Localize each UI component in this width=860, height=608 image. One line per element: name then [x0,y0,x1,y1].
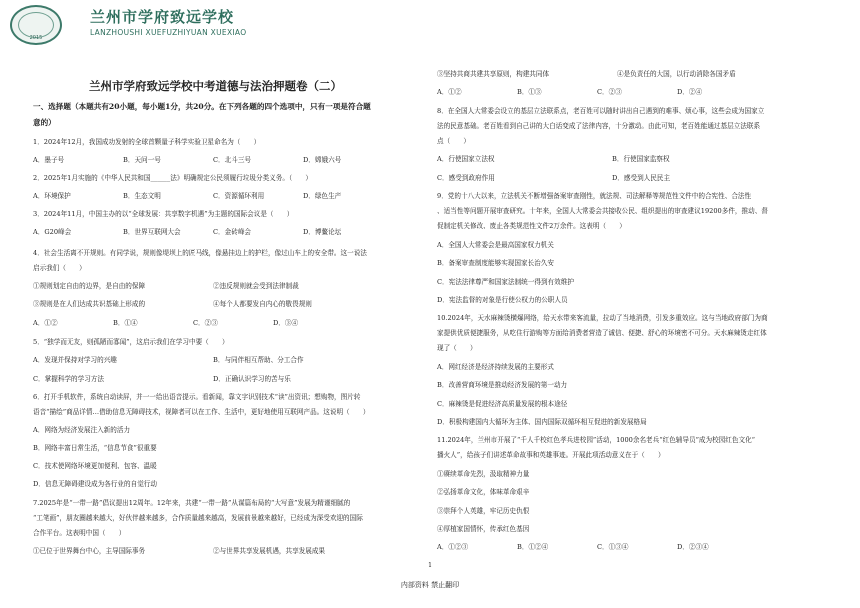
q7-option-a: A．①② [437,88,462,96]
question-8-cont-2: 点（ ） [437,137,470,145]
q11-option-c: C．①③④ [597,543,629,551]
section-heading: 一、选择题（本题共有20小题，每小题1分，共20分。在下列各题的四个选项中，只有一项是符合题 [33,102,371,111]
q9-option-b: B．备案审查制度能够实现国家长治久安 [437,259,554,267]
q11-statement-4: ④厚植家国情怀，传承红色基因 [437,525,530,533]
q7-statement-1: ①已位于世界舞台中心，主导国际事务 [33,547,146,555]
section-heading-cont: 意的） [33,118,56,127]
question-9: 9．党的十八大以来，立法机关不断增强备案审查刚性，就法规、司法解释等规范性文件中的合宪性、合法性 [437,192,752,200]
q7-option-d: D．②④ [677,88,703,96]
q2-option-a: A．环境保护 [33,192,71,200]
q3-option-c: C．金砖峰会 [213,228,252,236]
q6-option-c: C．技术使网络环境更加便利、包容、温暖 [33,462,157,470]
q3-option-b: B．世界互联网大会 [123,228,181,236]
question-9-cont-1: 、适当性等问题开展审查研究。十年来，全国人大常委会共接收公民、组织提出的审查建议19200多件，推动、督 [437,207,768,215]
q1-option-c: C．北斗三号 [213,156,252,164]
question-3: 3．2024年11月，中国主办的以“全球发展：共享数字机遇”为主题的国际会议是（ ） [33,210,294,218]
question-6-cont: 语音“描绘”商品详情…借助信息无障碍技术，视障者可以在工作、生活中，更好地使用互联网产品。这说明（ ） [33,408,370,416]
question-5: 5．“独学而无友，则孤陋而寡闻”，这启示我们在学习中要（ ） [33,338,229,346]
q11-option-a: A．①②③ [437,543,469,551]
q9-option-a: A．全国人大常委会是最高国家权力机关 [437,241,554,249]
q1-option-b: B．天问一号 [123,156,161,164]
q10-option-c: C．麻辣烫是促进经济高质量发展的根本途径 [437,400,568,408]
q1-option-d: D．嫦娥六号 [303,156,342,164]
question-4-cont: 启示我们（ ） [33,264,86,272]
q8-option-c: C．感受到政府作用 [437,174,495,182]
q7-option-b: B．①③ [517,88,542,96]
q9-option-d: D．宪法监督的对象是行使公权力的公职人员 [437,296,568,304]
q5-option-b: B．与同伴相互帮助、分工合作 [213,356,304,364]
q8-option-b: B．行使国家监察权 [612,155,670,163]
q4-option-d: D．③④ [273,319,299,327]
q10-option-d: D．积极构建国内大循环为主体、国内国际双循环相互促进的新发展格局 [437,418,647,426]
q11-statement-3: ③崇拜个人英雄，牢记历史仇恨 [437,507,530,515]
question-1: 1．2024年12月，我国成功发射的全球首颗量子科学实验卫星命名为（ ） [33,138,261,146]
q8-option-d: D．感受到人民民主 [612,174,671,182]
q4-statement-3: ③规则是在人们达成共识基础上形成的 [33,300,146,308]
question-11: 11.2024年，兰州市开展了“千人千校红色孝兵进校园”活动，1000余名老兵“红色辅导员”成为校园红色文化“ [437,436,756,444]
q3-option-a: A．G20峰会 [33,228,72,236]
q4-option-c: C．②③ [193,319,218,327]
page-header [0,0,860,52]
question-4: 4．社会生活离不开规则。有同学说，规则像堤坝上的匠马线，像悬挂边上的护栏，像过山车上的安全带。这一说法 [33,249,367,257]
q7-statement-2: ②与世界共享发展机遇，共享发展成果 [213,547,326,555]
q7-statement-3: ③坚持共商共建共享原则，构建共同体 [437,70,550,78]
q8-option-a: A．行使国家立法权 [437,155,495,163]
q4-option-a: A．①② [33,319,58,327]
q4-statement-4: ④每个人都要发自内心的敬畏规则 [213,300,312,308]
question-11-cont: 播火人”，给孩子们讲述革命故事和英雄事迹。开展此项活动意义在于（ ） [437,451,665,459]
q11-statement-1: ①赓续革命先烈，汲取精神力量 [437,470,530,478]
q11-statement-2: ②弘扬革命文化，体味革命艰辛 [437,488,530,496]
q10-option-a: A．网红经济是经济持续发展的主要形式 [437,363,554,371]
school-name-cn: 兰州市学府致远学校 [90,8,235,26]
question-6: 6．打开手机软件，系统自动读屏，并一一给出语音提示。看新闻，靠文字识别技术“读”出资讯；想购物，图片转 [33,393,361,401]
q1-option-a: A．墨子号 [33,156,65,164]
q6-option-d: D．信息无障碍建设成为各行业的自觉行动 [33,480,157,488]
q11-option-b: B．①②④ [517,543,549,551]
q3-option-d: D．博鳌论坛 [303,228,342,236]
q6-option-a: A．网络为经济发展注入新的活力 [33,426,131,434]
question-9-cont-2: 促制定机关修改、废止各类规范性文件2万余件。这表明（ ） [437,222,626,230]
question-7-cont-2: 合作平台。这表明中国（ ） [33,529,126,537]
q4-option-b: B．①④ [113,319,138,327]
q5-option-d: D．正确认识学习的苦与乐 [213,375,291,383]
q4-statement-1: ①规则划定自由的边界，是自由的保障 [33,282,146,290]
question-10: 10.2024年，天水麻辣烫横爆网络，给天水带来客流量，拉动了当地消费，引发多重效应。这与当地政府部门为商 [437,314,768,322]
logo-year: 2015 [29,35,43,41]
question-8-cont-1: 法的民意基础。老百姓看到自己讲的大白话变成了法律内容，十分激动。由此可知，老百姓能通过基层立法联系 [437,122,761,130]
question-8: 8．在全国人大常委会设立的基层立法联系点，老百姓可以随时讲出自己遇到的难事、烦心事，这些会成为国家立 [437,107,765,115]
q2-option-d: D．绿色生产 [303,192,342,200]
question-7-cont-1: “工笔画”，朋友圈越来越大，好伙伴越来越多，合作质量越来越高，发展前景越来越好，已经成为深受欢迎的国际 [33,514,363,522]
q7-option-c: C．②③ [597,88,622,96]
q5-option-c: C．掌握科学的学习方法 [33,375,104,383]
q2-option-c: C．资源循环利用 [213,192,265,200]
footer-note: 内部资料 禁止翻印 [400,581,460,589]
q6-option-b: B．网络丰富日常生活，“信息节食”很重要 [33,444,157,452]
paper-title: 兰州市学府致远学校中考道德与法治押题卷（二） [89,79,342,93]
school-logo [10,5,62,45]
page-number: 1 [428,562,432,569]
q2-option-b: B．生态文明 [123,192,161,200]
q9-option-c: C．宪法法律尊严和国家法制统一得到有效维护 [437,278,574,286]
question-2: 2．2025年1月实施的《中华人民共和国______法》明确规定公民须履行垃圾分类义务。（ ） [33,174,313,182]
school-name-en: LANZHOUSHI XUEFUZHIYUAN XUEXIAO [90,28,247,37]
question-10-cont-1: 家提供优质便捷服务，从吃住行游购等方面给消费者营造了诚信、便捷、舒心的环境密不可分。天水麻辣烫走红体 [437,329,767,337]
q4-statement-2: ②违反规则就会受到法律制裁 [213,282,299,290]
q5-option-a: A．发现并保持对学习的兴趣 [33,356,117,364]
q7-statement-4: ④是负责任的大国，以行动消除各国矛盾 [617,70,736,78]
question-10-cont-2: 现了（ ） [437,344,477,352]
question-7: 7.2025年是“一带一路”倡议提出12周年。12年来，共建“一带一路”从谋篇布局的“大写意”发展为精谨细腻的 [33,499,351,507]
q10-option-b: B．改善营商环境是推动经济发展的第一动力 [437,381,568,389]
q11-option-d: D．②③④ [677,543,709,551]
